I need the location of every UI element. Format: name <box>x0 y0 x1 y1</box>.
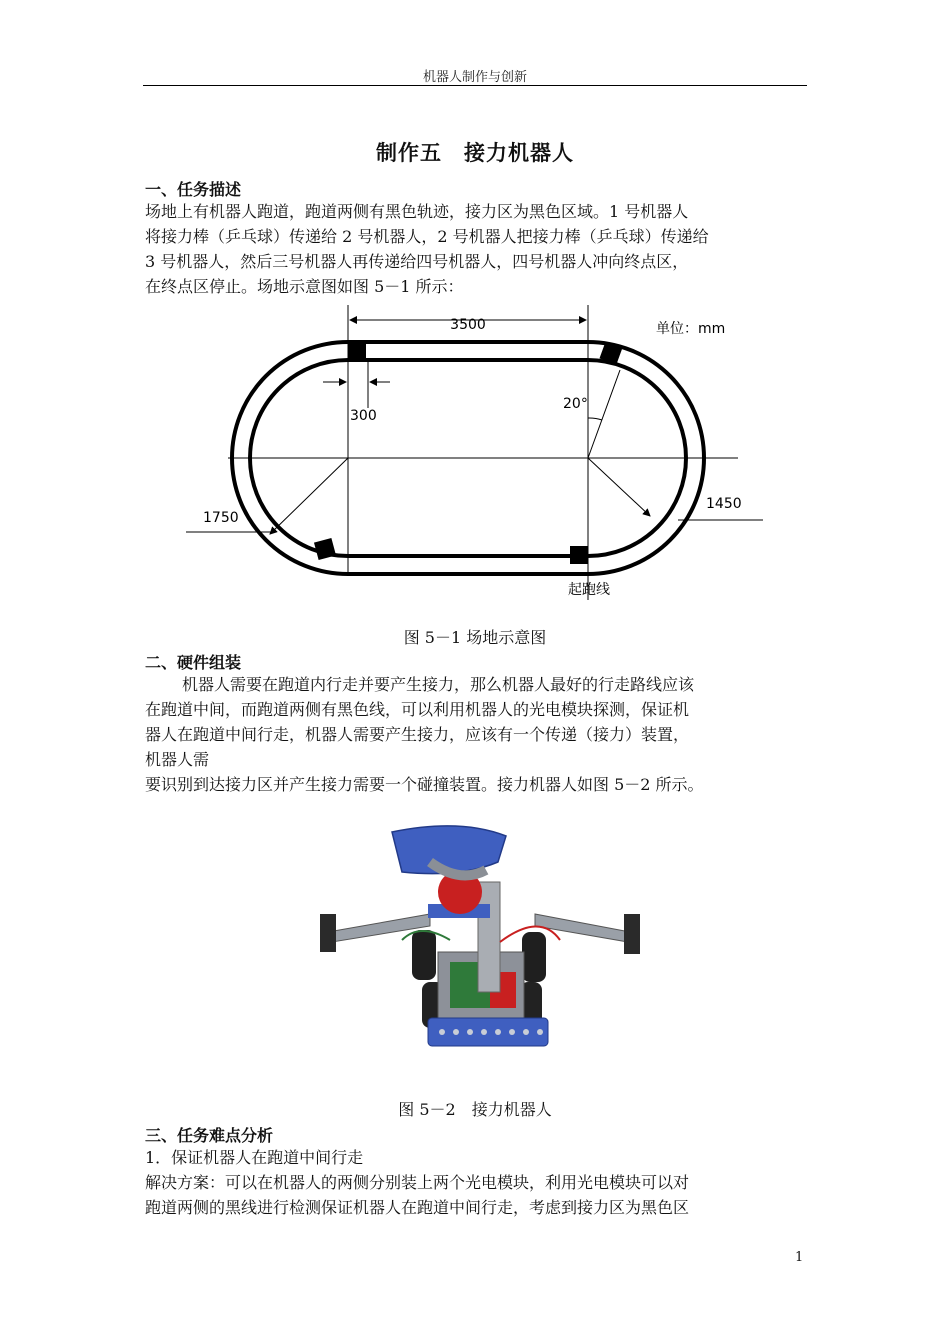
dim-length-label: 3500 <box>450 317 486 333</box>
radius-outer-label: 1750 <box>203 510 239 526</box>
relay-robot-photo <box>310 822 650 1062</box>
figure-2-caption: 图 5－2 接力机器人 <box>398 1100 552 1119</box>
relay-zone-bottom-right <box>570 546 588 564</box>
section-3-item-1: 1．保证机器人在跑道中间行走 <box>145 1148 364 1167</box>
section-2-heading: 二、硬件组装 <box>145 653 242 672</box>
radius-inner-label: 1450 <box>706 496 742 512</box>
section-1-line-4: 在终点区停止。场地示意图如图 5－1 所示： <box>145 277 464 296</box>
header-rule <box>143 85 807 86</box>
page-number: 1 <box>795 1250 804 1265</box>
dim-lane-label: 300 <box>350 408 377 424</box>
section-2-line-4: 机器人需 <box>145 750 210 769</box>
section-2-line-2: 在跑道中间，而跑道两侧有黑色线，可以利用机器人的光电模块探测，保证机 <box>145 700 690 719</box>
section-1-line-1: 场地上有机器人跑道，跑道两侧有黑色轨迹，接力区为黑色区域。1 号机器人 <box>145 202 689 221</box>
section-3-heading: 三、任务难点分析 <box>145 1126 274 1145</box>
unit-label: 单位：mm <box>656 321 726 337</box>
figure-1-caption: 图 5－1 场地示意图 <box>403 628 547 647</box>
section-1-line-2: 将接力棒（乒乓球）传递给 2 号机器人，2 号机器人把接力棒（乒乓球）传递给 <box>145 227 709 246</box>
section-3-line-2: 跑道两侧的黑线进行检测保证机器人在跑道中间行走，考虑到接力区为黑色区 <box>145 1198 690 1217</box>
track-diagram <box>178 300 778 615</box>
section-1-line-3: 3 号机器人，然后三号机器人再传递给四号机器人，四号机器人冲向终点区， <box>145 252 689 271</box>
section-3-line-1: 解决方案：可以在机器人的两侧分别装上两个光电模块，利用光电模块可以对 <box>145 1173 690 1192</box>
relay-zone-top-left <box>348 342 366 360</box>
document-title: 制作五 接力机器人 <box>376 141 574 165</box>
running-header: 机器人制作与创新 <box>422 70 527 85</box>
section-2-line-3: 器人在跑道中间行走，机器人需要产生接力，应该有一个传递（接力）装置， <box>145 725 690 744</box>
section-1-heading: 一、任务描述 <box>145 180 242 199</box>
section-2-line-1: 机器人需要在跑道内行走并要产生接力，那么机器人最好的行走路线应该 <box>182 675 695 694</box>
start-line-label: 起跑线 <box>568 582 610 598</box>
angle-label: 20° <box>563 396 588 412</box>
section-2-line-5: 要识别到达接力区并产生接力需要一个碰撞装置。接力机器人如图 5－2 所示。 <box>145 775 704 794</box>
